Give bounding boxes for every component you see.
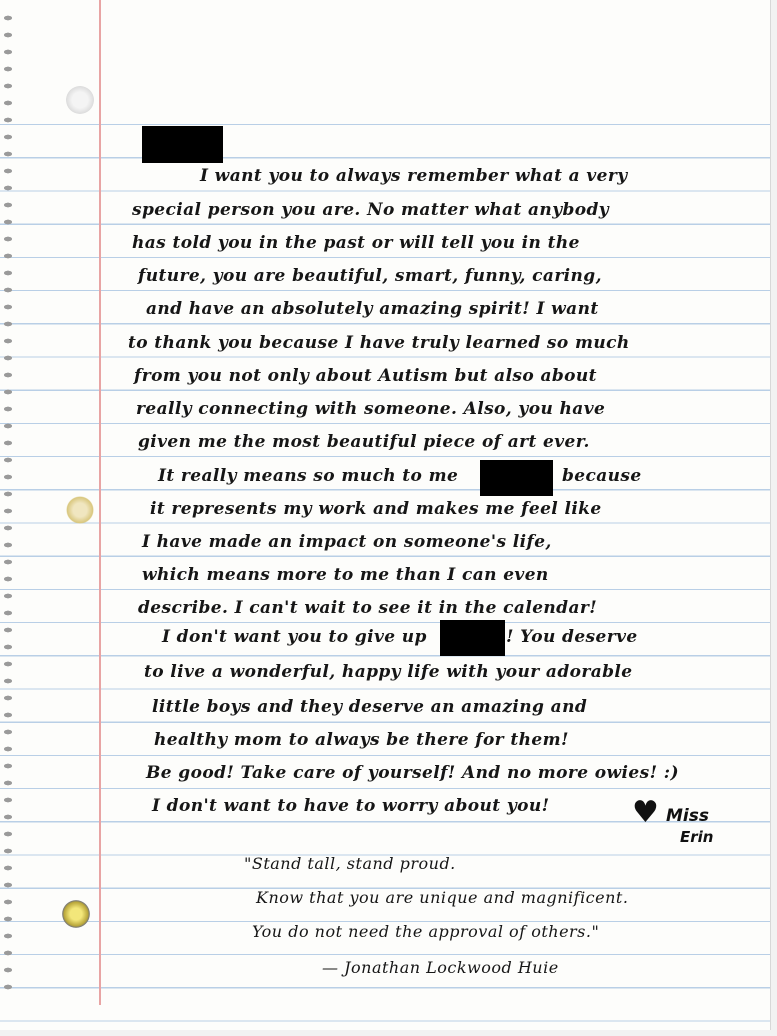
redacted-name [480,460,553,496]
quote-line: You do not need the approval of others." [252,922,600,941]
letter-line: which means more to me than I can even [142,565,549,585]
letter-line: little boys and they deserve an amazing and [152,697,588,717]
punch-hole [62,900,90,928]
letter-line: to thank you because I have truly learned so much [128,333,630,353]
letter-line: describe. I can't wait to see it in the calendar! [138,598,598,618]
signature-line2: Erin [680,828,714,846]
quote-attribution: — Jonathan Lockwood Huie [322,958,559,977]
letter-line: future, you are beautiful, smart, funny, caring, [138,266,602,286]
letter-line: I want you to always remember what a very [200,166,628,186]
letter-line: and have an absolutely amazing spirit! I want [146,299,599,319]
letter-line: really connecting with someone. Also, you have [136,399,606,419]
heart-icon: ♥ [632,795,659,830]
letter-line: Be good! Take care of yourself! And no more owies! :) [146,763,679,783]
quote-line: "Stand tall, stand proud. [244,854,456,873]
redacted-name [142,126,223,163]
letter-line: I don't want you to give up [162,627,427,647]
spiral-binding [0,10,18,1000]
letter-line: I have made an impact on someone's life, [142,532,552,552]
quote-line: Know that you are unique and magnificent. [256,888,629,907]
letter-line: healthy mom to always be there for them! [154,730,569,750]
letter-line: given me the most beautiful piece of art ever. [138,432,590,452]
redacted-name [440,620,505,656]
signature-line1: Miss [666,806,709,826]
letter-line: ! You deserve [506,627,638,647]
letter-line: because [562,466,642,486]
punch-hole [66,86,94,114]
letter-line: I don't want to have to worry about you! [152,796,550,816]
letter-line: special person you are. No matter what anybody [132,200,610,220]
punch-hole [66,496,94,524]
letter-line: has told you in the past or will tell you in the [132,233,580,253]
margin-line [99,0,101,1005]
letter-line: It really means so much to me [158,466,459,486]
letter-line: from you not only about Autism but also about [134,366,597,386]
letter-line: it represents my work and makes me feel like [150,499,602,519]
letter-line: to live a wonderful, happy life with your adorable [144,662,633,682]
